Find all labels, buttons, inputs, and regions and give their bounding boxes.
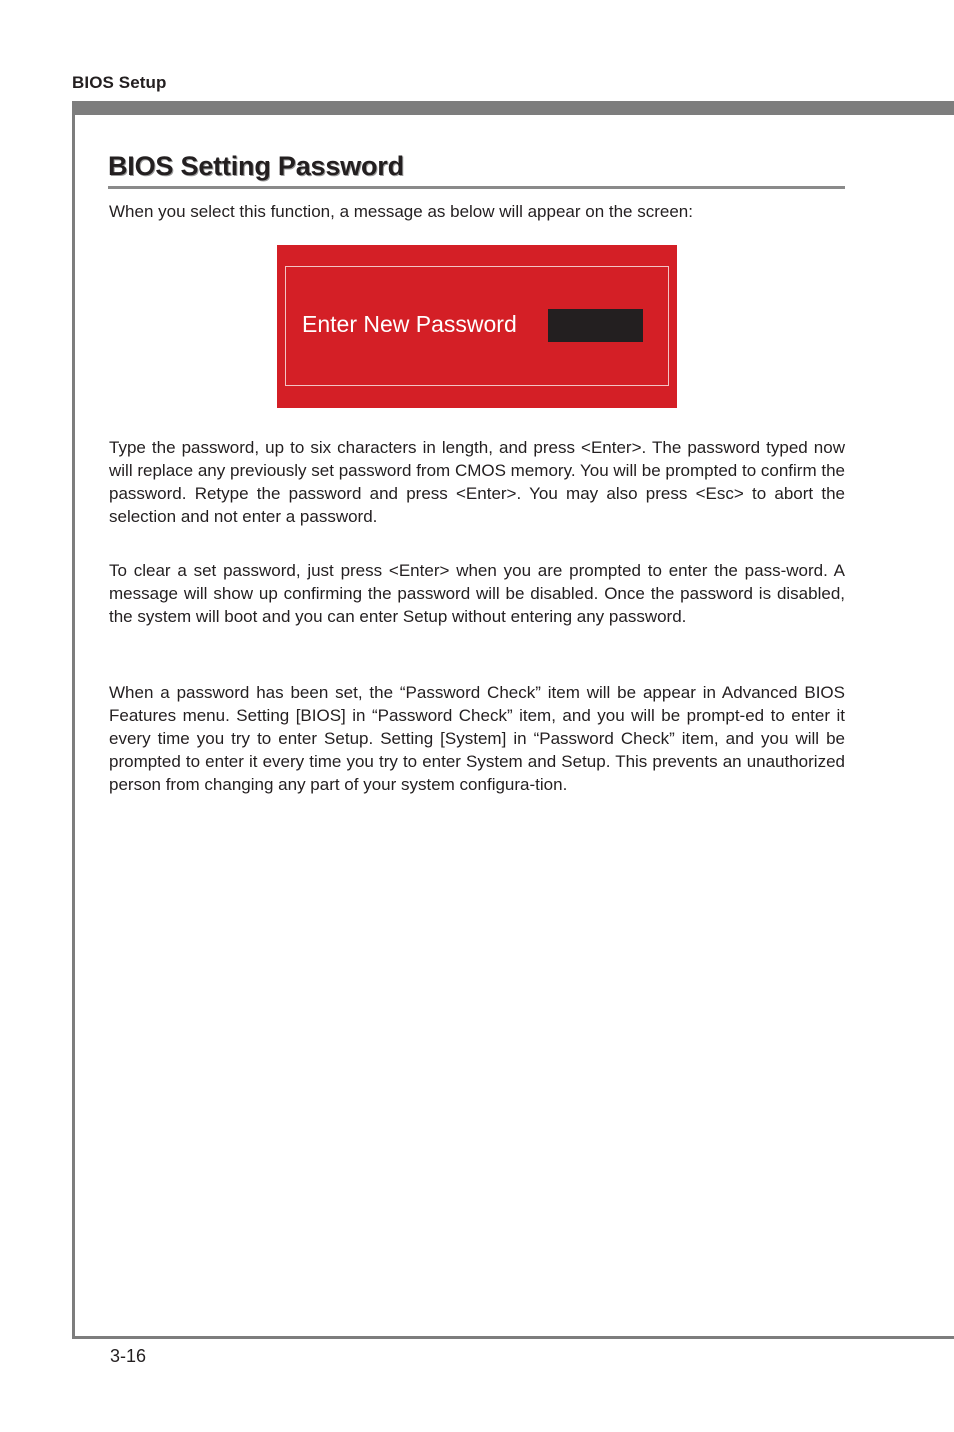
dialog-prompt-label: Enter New Password: [302, 311, 517, 337]
page-left-rule: [72, 101, 75, 1339]
running-header: BIOS Setup: [72, 73, 167, 92]
paragraph-clear-password: To clear a set password, just press <Enter> when you are prompted to enter the pass-word. A message will show up confirming the password will be disabled. Once the password is disabled, the system will boot and you can enter Setup without entering any password.: [109, 561, 845, 626]
page-bottom-rule: [72, 1336, 954, 1339]
intro-text: When you select this function, a message as below will appear on the screen:: [109, 202, 693, 221]
password-input-field: [548, 309, 643, 342]
header-bar: [72, 101, 954, 115]
section-title: BIOS Setting Password: [108, 151, 845, 189]
password-dialog: [277, 245, 677, 408]
paragraph-password-check: When a password has been set, the “Password Check” item will be appear in Advanced BIOS Features menu. Setting [BIOS] in “Password Check” item, and you will be prompt-ed to enter it every time you try to enter Setup. Setting [System] in “Password Check” item, and you will be prompted to enter it every time you try to enter System and Setup. This prevents an unauthorized person from changing any part of your system configura-tion.: [109, 683, 845, 794]
paragraph-type-password: Type the password, up to six characters in length, and press <Enter>. The password typed now will replace any previously set password from CMOS memory. You will be prompted to confirm the password. Retype the password and press <Enter>. You may also press <Esc> to abort the selection and not enter a password.: [109, 438, 845, 526]
page-number: 3-16: [110, 1346, 147, 1366]
